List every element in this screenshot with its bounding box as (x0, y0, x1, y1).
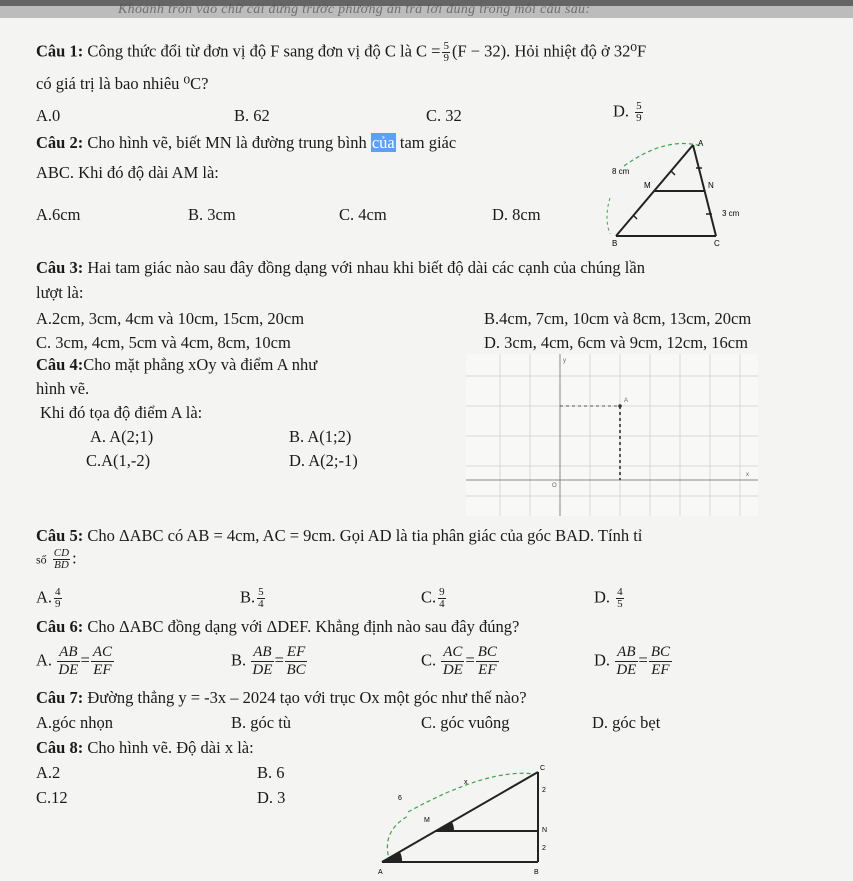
q3-text: Hai tam giác nào sau đây đồng dạng với nhau khi biết độ dài các cạnh của chúng lần (87, 258, 645, 277)
q8-option-d[interactable]: D. 3 (257, 788, 286, 807)
q6-line1 (36, 617, 519, 637)
q2-text-post: tam giác (399, 133, 457, 152)
q6-opt-d-frac2 (649, 644, 672, 679)
q5-opt-d-num: 4 (617, 586, 623, 598)
q8-label-b: B (534, 869, 539, 876)
q3-line1 (36, 258, 645, 278)
q5-opt-b-num: 5 (258, 586, 264, 598)
q4-grid-bg (466, 354, 758, 516)
q6-opt-a-n1: AB (59, 644, 78, 660)
q5-opt-c-prefix: C. (421, 587, 437, 607)
q6-opt-b-prefix: B. (231, 650, 247, 670)
q6-opt-a-frac2 (91, 644, 114, 679)
q1-option-d[interactable] (613, 101, 645, 124)
q5-opt-a-frac (54, 587, 62, 610)
q5-option-c[interactable] (421, 587, 448, 610)
cropped-header-strip (0, 0, 853, 18)
q6-opt-c-frac1 (441, 644, 464, 679)
q5-option-b[interactable] (240, 587, 267, 610)
q5-ratio-den: BD (54, 559, 69, 571)
q5-opt-b-frac (257, 587, 265, 610)
q8-option-a[interactable]: A.2 (36, 763, 61, 782)
q6-opt-d-d1: DE (616, 662, 637, 678)
q7-line1 (36, 688, 527, 708)
q7-option-c[interactable]: C. góc vuông (421, 713, 510, 732)
q6-opt-a-d2: EF (93, 662, 112, 678)
q6-label: Câu 6: (36, 617, 84, 636)
q8-label-2-top: 2 (542, 787, 546, 794)
q7-label: Câu 7: (36, 688, 84, 707)
q5-opt-c-den: 4 (439, 598, 445, 610)
q2-option-d[interactable]: D. 8cm (492, 205, 541, 224)
cropped-instruction: Khoanh tròn vào chữ cái đứng trước phương án trả lời đúng trong mỗi câu sau: (118, 2, 591, 17)
q1-formula-rhs: (F − 32). (451, 41, 511, 61)
q5-text: Cho ΔABC có AB = 4cm, AC = 9cm. Gọi AD là tia phân giác của góc BAD. Tính tỉ (87, 526, 643, 545)
q6-opt-d-n1: AB (617, 644, 636, 660)
q5-opt-b-den: 4 (258, 598, 264, 610)
q7-option-b[interactable]: B. góc tù (231, 713, 292, 732)
q3-label: Câu 3: (36, 258, 84, 277)
q5-opt-a-prefix: A. (36, 587, 53, 607)
q6-opt-b-d2: BC (286, 662, 306, 678)
q8-label-x: x (464, 779, 468, 786)
q2-brace-left (607, 198, 610, 234)
q1-formula-lhs: C = (416, 41, 441, 61)
q4-label-y: y (563, 358, 566, 364)
q4-option-c[interactable]: C.A(1,-2) (86, 451, 151, 470)
q7-text: Đường thẳng y = -3x – 2024 tạo với trục Ox một góc như thế nào? (87, 688, 527, 707)
q6-opt-d-d2: EF (651, 662, 670, 678)
q6-opt-c-d2: EF (478, 662, 497, 678)
q5-opt-d-prefix: D. (594, 587, 611, 607)
q3-option-b[interactable]: B.4cm, 7cm, 10cm và 8cm, 13cm, 20cm (484, 309, 752, 328)
q2-triangle-figure (596, 138, 766, 250)
q1-opt-d-den: 9 (636, 112, 642, 124)
q5-opt-d-frac (616, 587, 624, 610)
q8-label-c: C (540, 765, 546, 772)
q8-line1 (36, 738, 254, 758)
q2-text-pre: Cho hình vẽ, biết MN là đường trung bình (87, 133, 367, 152)
q5-option-a[interactable] (36, 587, 64, 610)
q5-opt-a-num: 4 (55, 586, 61, 598)
q7-option-a[interactable]: A.góc nhọn (36, 713, 113, 732)
q6-opt-c-n1: AC (443, 644, 463, 660)
q8-label: Câu 8: (36, 738, 84, 757)
q8-label-n: N (542, 827, 548, 834)
q6-opt-c-d1: DE (442, 662, 463, 678)
q3-option-d[interactable]: D. 3cm, 4cm, 6cm và 9cm, 12cm, 16cm (484, 333, 748, 352)
q2-option-a[interactable]: A.6cm (36, 205, 81, 224)
q8-angle-a (382, 852, 402, 862)
q6-opt-a-d1: DE (58, 662, 79, 678)
q6-option-a[interactable]: A. $\frac{AB}{DE}$ = $\frac{AC}{EF}$ (36, 644, 112, 678)
q6-text: Cho ΔABC đồng dạng với ΔDEF. Khẳng định nào sau đây đúng? (87, 617, 520, 636)
q1-frac-num: 5 (443, 40, 449, 52)
q5-ratio-num: CD (53, 547, 70, 559)
q8-label-m: M (424, 817, 430, 824)
q2-highlighted-word: của (371, 133, 395, 152)
q6-option-d[interactable]: D. $\frac{AB}{DE}$ = $\frac{BC}{EF}$ (594, 644, 670, 678)
q8-angle-m (436, 822, 454, 831)
q2-label-m: M (644, 181, 651, 190)
q5-opt-d-den: 5 (617, 598, 623, 610)
q6-opt-a-frac1 (57, 644, 79, 679)
q5-opt-c-num: 9 (439, 586, 445, 598)
q4-option-b[interactable]: B. A(1;2) (289, 427, 352, 446)
q4-option-d[interactable]: D. A(2;-1) (289, 451, 358, 470)
q7-option-d[interactable]: D. góc bẹt (592, 713, 661, 732)
q2-length-8cm: 8 cm (612, 167, 630, 176)
q6-opt-a-prefix: A. (36, 650, 53, 670)
q2-line2: ABC. Khi đó độ dài AM là: (36, 163, 219, 182)
q4-label-x: x (746, 472, 749, 478)
q2-label-a: A (698, 139, 704, 148)
q1-text-b: Hỏi nhiệt độ ở 32⁰F (514, 41, 647, 61)
q1-text-a: Công thức đổi từ đơn vị độ F sang đơn vị độ C là (87, 41, 412, 61)
q6-opt-b-n1: AB (253, 644, 272, 660)
q2-label-c: C (714, 239, 720, 248)
q2-label-n: N (708, 181, 714, 190)
q5-ratio-prefix: số (36, 552, 47, 567)
q8-label-6: 6 (398, 795, 402, 802)
q3-option-c[interactable]: C. 3cm, 4cm, 5cm và 4cm, 8cm, 10cm (36, 333, 291, 352)
q1-option-b[interactable]: B. 62 (234, 106, 270, 125)
q4-label-o: O (552, 483, 557, 489)
q6-opt-b-frac2 (285, 644, 307, 679)
q2-label: Câu 2: (36, 133, 84, 152)
q8-option-c[interactable]: C.12 (36, 788, 68, 807)
q2-option-b[interactable]: B. 3cm (188, 205, 236, 224)
q4-line2: hình vẽ. (36, 379, 90, 398)
q6-option-c[interactable]: C. $\frac{AC}{DE}$ = $\frac{BC}{EF}$ (421, 644, 497, 678)
q1-frac-den: 9 (443, 52, 449, 64)
q2-option-c[interactable]: C. 4cm (339, 205, 387, 224)
q6-opt-b-d1: DE (252, 662, 273, 678)
q1-label: Câu 1: (36, 41, 84, 61)
q8-label-a: A (378, 869, 383, 876)
q5-opt-c-frac (438, 587, 446, 610)
q2-tick-1 (671, 171, 675, 175)
q8-option-b[interactable]: B. 6 (257, 763, 285, 782)
q1-option-a[interactable]: A.0 (36, 106, 61, 125)
q2-line1 (36, 133, 456, 153)
q5-option-d[interactable] (594, 587, 626, 610)
q6-opt-c-n2: BC (477, 644, 497, 660)
q8-brace-top (408, 773, 534, 812)
q6-opt-c-prefix: C. (421, 650, 437, 670)
q3-line2: lượt là: (36, 283, 84, 302)
q6-opt-a-n2: AC (92, 644, 112, 660)
q1-option-c[interactable]: C. 32 (426, 106, 462, 125)
q1-line2: có giá trị là bao nhiêu ⁰C? (36, 74, 209, 93)
q6-opt-c-frac2 (476, 644, 499, 679)
q5-label: Câu 5: (36, 526, 84, 545)
q4-line1 (36, 355, 317, 375)
q5-ratio-suffix: : (72, 548, 77, 568)
q1-opt-d-prefix: D. (613, 101, 630, 121)
q5-ratio (36, 548, 77, 571)
q4-text: Cho mặt phẳng xOy và điểm A như (83, 355, 318, 374)
q3-option-a[interactable]: A.2cm, 3cm, 4cm và 10cm, 15cm, 20cm (36, 309, 305, 328)
q1-opt-d-frac (635, 101, 643, 124)
q2-length-3cm: 3 cm (722, 209, 740, 218)
q6-opt-b-frac1 (251, 644, 273, 679)
q4-point-a (618, 404, 622, 408)
q5-ratio-frac (53, 548, 70, 571)
q4-option-a[interactable]: A. A(2;1) (90, 427, 154, 446)
q5-opt-b-prefix: B. (240, 587, 256, 607)
q2-brace (624, 144, 701, 167)
q1-line1 (36, 41, 646, 64)
q6-option-b[interactable]: B. $\frac{AB}{DE}$ = $\frac{EF}{BC}$ (231, 644, 306, 678)
q4-label-a: A (624, 398, 629, 404)
q8-text: Cho hình vẽ. Độ dài x là: (87, 738, 254, 757)
q6-opt-d-frac1 (615, 644, 637, 679)
q5-line1 (36, 526, 642, 546)
q4-line3: Khi đó tọa độ điểm A là: (40, 403, 203, 422)
q4-coordinate-figure (466, 354, 758, 516)
q5-opt-a-den: 9 (55, 598, 61, 610)
q1-opt-d-num: 5 (636, 100, 642, 112)
q8-triangle-figure (368, 762, 553, 881)
q1-formula-frac (442, 41, 450, 64)
q2-tick-2 (633, 215, 637, 219)
q6-opt-d-prefix: D. (594, 650, 611, 670)
q6-opt-b-n2: EF (286, 644, 306, 660)
q8-label-2-bottom: 2 (542, 845, 546, 852)
q2-label-b: B (612, 239, 618, 248)
q4-label: Câu 4: (36, 355, 84, 374)
q6-opt-d-n2: BC (650, 644, 670, 660)
